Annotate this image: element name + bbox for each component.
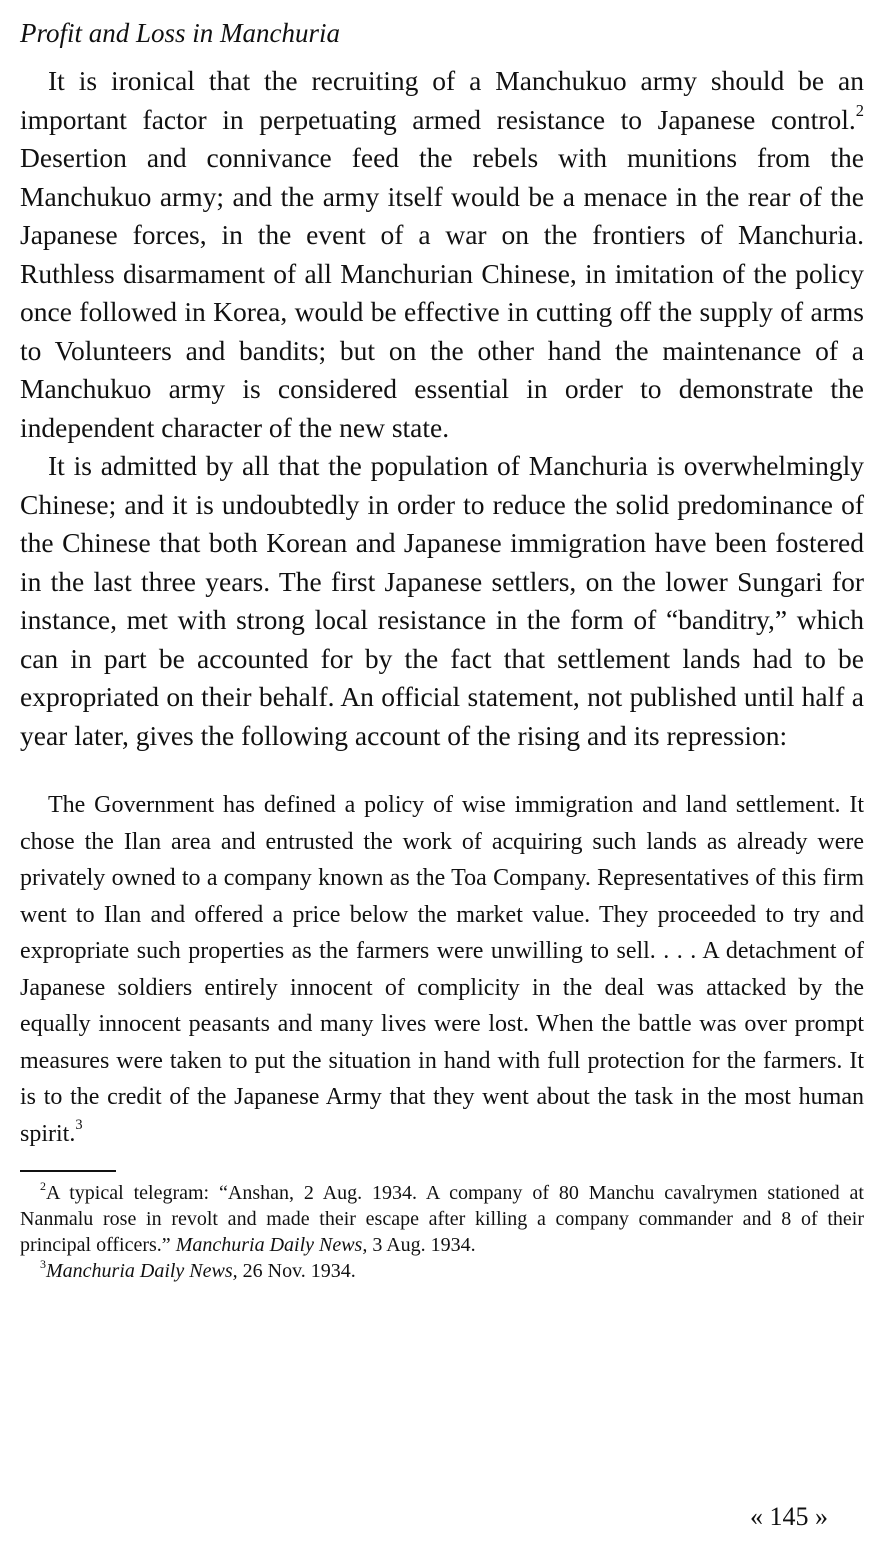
footnote-2-source: Manchuria Daily News, [175, 1234, 368, 1256]
footnote-2 [20, 1180, 864, 1258]
footnote-3-date: 26 Nov. 1934. [237, 1260, 356, 1282]
footnote-rule [20, 1170, 116, 1172]
paragraph-2: It is admitted by all that the population of Manchuria is overwhelmingly Chinese; and it is undoubtedly in order to reduce the solid predominance of the Chinese that both Korean and Japanese immigration have been fostered in the last three years. The first Japanese settlers, on the lower Sungari for instance, met with strong local resistance in the form of “banditry,” which can in part be accounted for by the fact that settlement lands had to be expropriated on their behalf. An official statement, not published until half a year later, gives the following account of the rising and its repression: [20, 450, 864, 751]
footnote-3-source: Manchuria Daily News, [46, 1260, 238, 1282]
footnote-2-date: 3 Aug. 1934. [367, 1234, 476, 1256]
paragraph-1-text: It is ironical that the recruiting of a Manchukuo army should be an important factor in perpetuating armed resistance to Japanese control. [20, 65, 864, 135]
page [20, 14, 864, 1284]
page-number: « 145 » [750, 1502, 828, 1531]
footnote-2-marker: 2 [40, 1178, 46, 1193]
footnote-2-text: A typical telegram: “Anshan, 2 Aug. 1934. A company of 80 Manchu cavalrymen stationed at Nanmalu rose in revolt and made their escape after killing a company commander and 8 of their principal officers.” [20, 1182, 864, 1256]
block-quote [20, 787, 864, 1152]
paragraph-1-text-cont: Desertion and connivance feed the rebels with munitions from the Manchukuo army; and the army itself would be a menace in the rear of the Japanese forces, in the event of a war on the frontiers of Manchuria. Ruthless disarmament of all Manchurian Chinese, in imitation of the policy once followed in Korea, would be effective in cutting off the supply of arms to Volunteers and bandits; but on the other hand the maintenance of a Manchukuo army is considered essential in order to demonstrate the independent character of the new state. [20, 142, 864, 443]
footnote-3 [20, 1258, 864, 1284]
block-quote-text: The Government has defined a policy of wise immigration and land settlement. It chose the Ilan area and entrusted the work of acquiring such lands as already were privately owned to a company known as the Toa Company. Representatives of this firm went to Ilan and offered a price below the market value. They proceeded to try and expropriate such properties as the farmers were unwilling to sell. . . . A detachment of Japanese soldiers entirely innocent of complicity in the deal was attacked by the equally innocent peasants and many lives were lost. When the battle was over prompt measures were taken to put the situation in hand with full protection for the farmers. It is to the credit of the Japanese Army that they went about the task in the most human spirit. [20, 792, 864, 1147]
footnote-3-marker: 3 [40, 1256, 46, 1271]
footnote-ref-3: 3 [75, 1117, 83, 1134]
running-head: Profit and Loss in Manchuria [20, 18, 341, 48]
paragraph-1 [20, 62, 864, 447]
footnote-ref-2: 2 [855, 100, 864, 120]
